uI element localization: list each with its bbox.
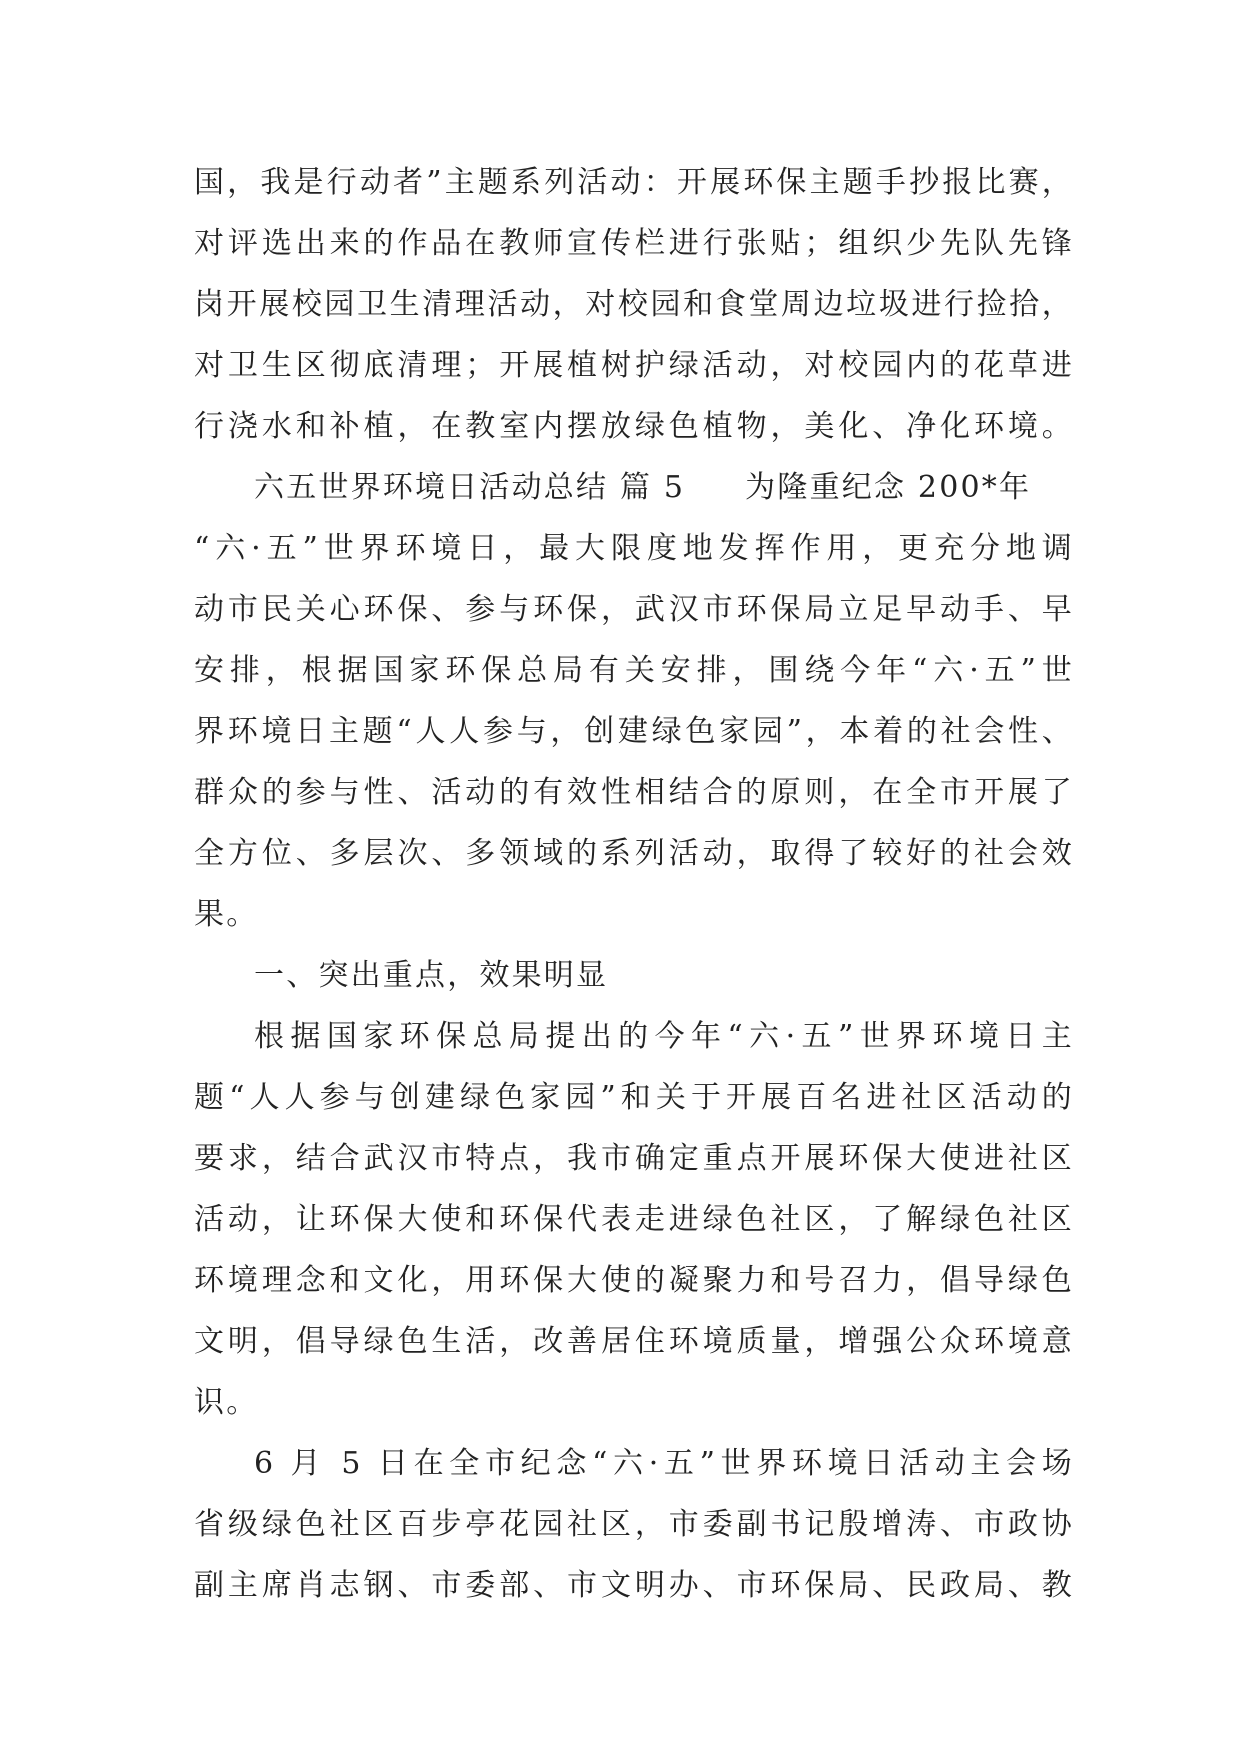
text-line: 识。	[194, 1385, 259, 1420]
text-line: 6 月 5 日在全市纪念“六·五”世界环境日活动主会场	[254, 1446, 1074, 1481]
text-line: “六·五”世界环境日，最大限度地发挥作用，更充分地调	[194, 531, 1074, 566]
text-line: 对评选出来的作品在教师宣传栏进行张贴；组织少先队先锋	[194, 226, 1074, 261]
text-line: 岗开展校园卫生清理活动，对校园和食堂周边垃圾进行捡拾，	[194, 287, 1074, 322]
text-line: 要求，结合武汉市特点，我市确定重点开展环保大使进社区	[194, 1141, 1074, 1176]
text-line: 环境理念和文化，用环保大使的凝聚力和号召力，倡导绿色	[194, 1263, 1074, 1298]
section-heading: 六五世界环境日活动总结 篇 5	[254, 470, 686, 505]
text-line: 省级绿色社区百步亭花园社区，市委副书记殷增涛、市政协	[194, 1507, 1074, 1542]
line-text: 为隆重纪念 200*年	[745, 470, 1032, 505]
text-line: 文明，倡导绿色生活，改善居住环境质量，增强公众环境意	[194, 1324, 1074, 1359]
text-line: 对卫生区彻底清理；开展植树护绿活动，对校园内的花草进	[194, 348, 1074, 383]
text-line: 题“人人参与创建绿色家园”和关于开展百名进社区活动的	[194, 1080, 1074, 1115]
text-line: 行浇水和补植，在教室内摆放绿色植物，美化、净化环境。	[194, 409, 1074, 444]
text-line	[194, 457, 1074, 518]
text-line: 活动，让环保大使和环保代表走进绿色社区，了解绿色社区	[194, 1202, 1074, 1237]
text-line: 国，我是行动者”主题系列活动：开展环保主题手抄报比赛，	[194, 165, 1074, 200]
text-line: 副主席肖志钢、市委部、市文明办、市环保局、民政局、教	[194, 1568, 1074, 1603]
text-line: 果。	[194, 897, 259, 932]
text-line: 全方位、多层次、多领域的系列活动，取得了较好的社会效	[194, 836, 1074, 871]
text-line: 一、突出重点，效果明显	[254, 958, 609, 993]
text-line: 根据国家环保总局提出的今年“六·五”世界环境日主	[254, 1019, 1074, 1054]
text-line: 安排，根据国家环保总局有关安排，围绕今年“六·五”世	[194, 653, 1074, 688]
text-line: 界环境日主题“人人参与，创建绿色家园”，本着的社会性、	[194, 714, 1074, 749]
text-line: 群众的参与性、活动的有效性相结合的原则，在全市开展了	[194, 775, 1074, 810]
text-line: 动市民关心环保、参与环保，武汉市环保局立足早动手、早	[194, 592, 1074, 627]
body-text	[194, 152, 1074, 1616]
